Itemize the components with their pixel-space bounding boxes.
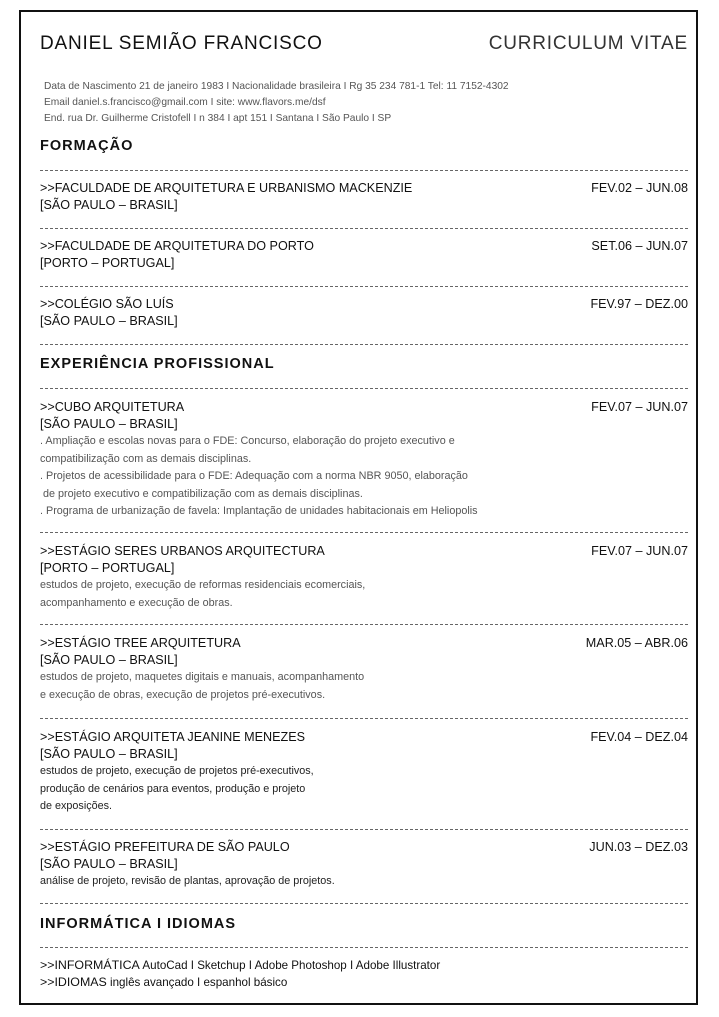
- section-title-experience: EXPERIÊNCIA PROFISSIONAL: [40, 356, 275, 372]
- description-line: de projeto executivo e compatibilização com as demais disciplinas.: [40, 487, 363, 500]
- description-line: acompanhamento e execução de obras.: [40, 596, 233, 609]
- entry-date: FEV.04 – DEZ.04: [590, 730, 688, 744]
- entry-date: FEV.07 – JUN.07: [591, 544, 688, 558]
- divider: [40, 947, 688, 948]
- entry-date: FEV.97 – DEZ.00: [590, 297, 688, 311]
- experience-entry: [40, 839, 688, 891]
- experience-entry: [40, 729, 688, 816]
- entry-location: [SÃO PAULO – BRASIL]: [40, 314, 178, 328]
- description-line: estudos de projeto, maquetes digitais e manuais, acompanhamento: [40, 671, 365, 683]
- skill-languages: [40, 975, 287, 989]
- skill-label: >>IDIOMAS: [40, 975, 107, 989]
- entry-location: [PORTO – PORTUGAL]: [40, 256, 175, 270]
- skill-value: inglês avançado I espanhol básico: [110, 976, 288, 989]
- description-line: compatibilização com as demais disciplinas.: [40, 452, 252, 465]
- entry-description: [40, 577, 688, 612]
- description-line: . Projetos de acessibilidade para o FDE: Adequação com a norma NBR 9050, elaboração: [40, 470, 468, 482]
- entry-date: FEV.02 – JUN.08: [591, 181, 688, 195]
- entry-title: >>ESTÁGIO TREE ARQUITETURA: [40, 636, 241, 650]
- description-line: . Programa de urbanização de favela: Implantação de unidades habitacionais em Heliopolis: [40, 505, 478, 517]
- divider: [40, 624, 688, 625]
- description-line: produção de cenários para eventos, produção e projeto: [40, 782, 306, 795]
- description-line: estudos de projeto, execução de projetos pré-executivos,: [40, 765, 314, 777]
- entry-location: [SÃO PAULO – BRASIL]: [40, 653, 178, 667]
- entry-title: >>COLÉGIO SÃO LUÍS: [40, 297, 174, 311]
- section-title-skills: INFORMÁTICA I IDIOMAS: [40, 916, 237, 932]
- entry-description: [40, 433, 688, 521]
- entry-date: SET.06 – JUN.07: [591, 239, 688, 253]
- entry-title: >>FACULDADE DE ARQUITETURA E URBANISMO MACKENZIE: [40, 181, 413, 195]
- entry-title: >>ESTÁGIO ARQUITETA JEANINE MENEZES: [40, 730, 305, 744]
- divider: [40, 388, 688, 389]
- candidate-name: DANIEL SEMIÃO FRANCISCO: [40, 33, 323, 54]
- entry-date: JUN.03 – DEZ.03: [589, 840, 688, 854]
- document-title: CURRICULUM VITAE: [488, 33, 688, 54]
- entry-date: FEV.07 – JUN.07: [591, 400, 688, 414]
- education-entry: [40, 180, 688, 214]
- entry-description: [40, 873, 688, 891]
- divider: [40, 532, 688, 533]
- description-line: análise de projeto, revisão de plantas, aprovação de projetos.: [40, 875, 335, 887]
- personal-info-line: End. rua Dr. Guilherme Cristofell I n 384 I apt 151 I Santana I São Paulo I SP: [44, 113, 392, 124]
- entry-title: >>ESTÁGIO SERES URBANOS ARQUITECTURA: [40, 544, 325, 558]
- divider: [40, 718, 688, 719]
- personal-info: [44, 79, 509, 127]
- section-title-education: FORMAÇÃO: [40, 138, 134, 154]
- entry-title: >>CUBO ARQUITETURA: [40, 400, 185, 414]
- entry-title: >>FACULDADE DE ARQUITETURA DO PORTO: [40, 239, 314, 253]
- entry-title: >>ESTÁGIO PREFEITURA DE SÃO PAULO: [40, 840, 290, 854]
- entry-location: [SÃO PAULO – BRASIL]: [40, 747, 178, 761]
- personal-info-line: Data de Nascimento 21 de janeiro 1983 I Nacionalidade brasileira I Rg 35 234 781-1 Tel: 11 7152-4302: [44, 81, 509, 92]
- divider: [40, 903, 688, 904]
- entry-description: [40, 669, 688, 704]
- entry-location: [SÃO PAULO – BRASIL]: [40, 417, 178, 431]
- header: [40, 33, 688, 59]
- education-entry: [40, 238, 688, 272]
- entry-date: MAR.05 – ABR.06: [585, 636, 688, 650]
- divider: [40, 829, 688, 830]
- description-line: de exposições.: [40, 800, 113, 812]
- skill-software: [40, 958, 440, 972]
- skill-value: AutoCad I Sketchup I Adobe Photoshop I Adobe Illustrator: [142, 959, 441, 972]
- entry-location: [SÃO PAULO – BRASIL]: [40, 198, 178, 212]
- education-entry: [40, 296, 688, 330]
- description-line: e execução de obras, execução de projetos pré-executivos.: [40, 688, 326, 701]
- description-line: estudos de projeto, execução de reformas residenciais ecomerciais,: [40, 579, 366, 591]
- experience-entry: [40, 399, 688, 521]
- divider: [40, 228, 688, 229]
- experience-entry: [40, 635, 688, 704]
- skill-label: >>INFORMÁTICA: [40, 958, 140, 972]
- description-line: . Ampliação e escolas novas para o FDE: Concurso, elaboração do projeto executivo e: [40, 435, 455, 447]
- divider: [40, 170, 688, 171]
- entry-location: [SÃO PAULO – BRASIL]: [40, 857, 178, 871]
- entry-description: [40, 763, 688, 816]
- divider: [40, 344, 688, 345]
- experience-entry: [40, 543, 688, 612]
- entry-location: [PORTO – PORTUGAL]: [40, 561, 175, 575]
- divider: [40, 286, 688, 287]
- personal-info-line: Email daniel.s.francisco@gmail.com I site: www.flavors.me/dsf: [44, 97, 326, 108]
